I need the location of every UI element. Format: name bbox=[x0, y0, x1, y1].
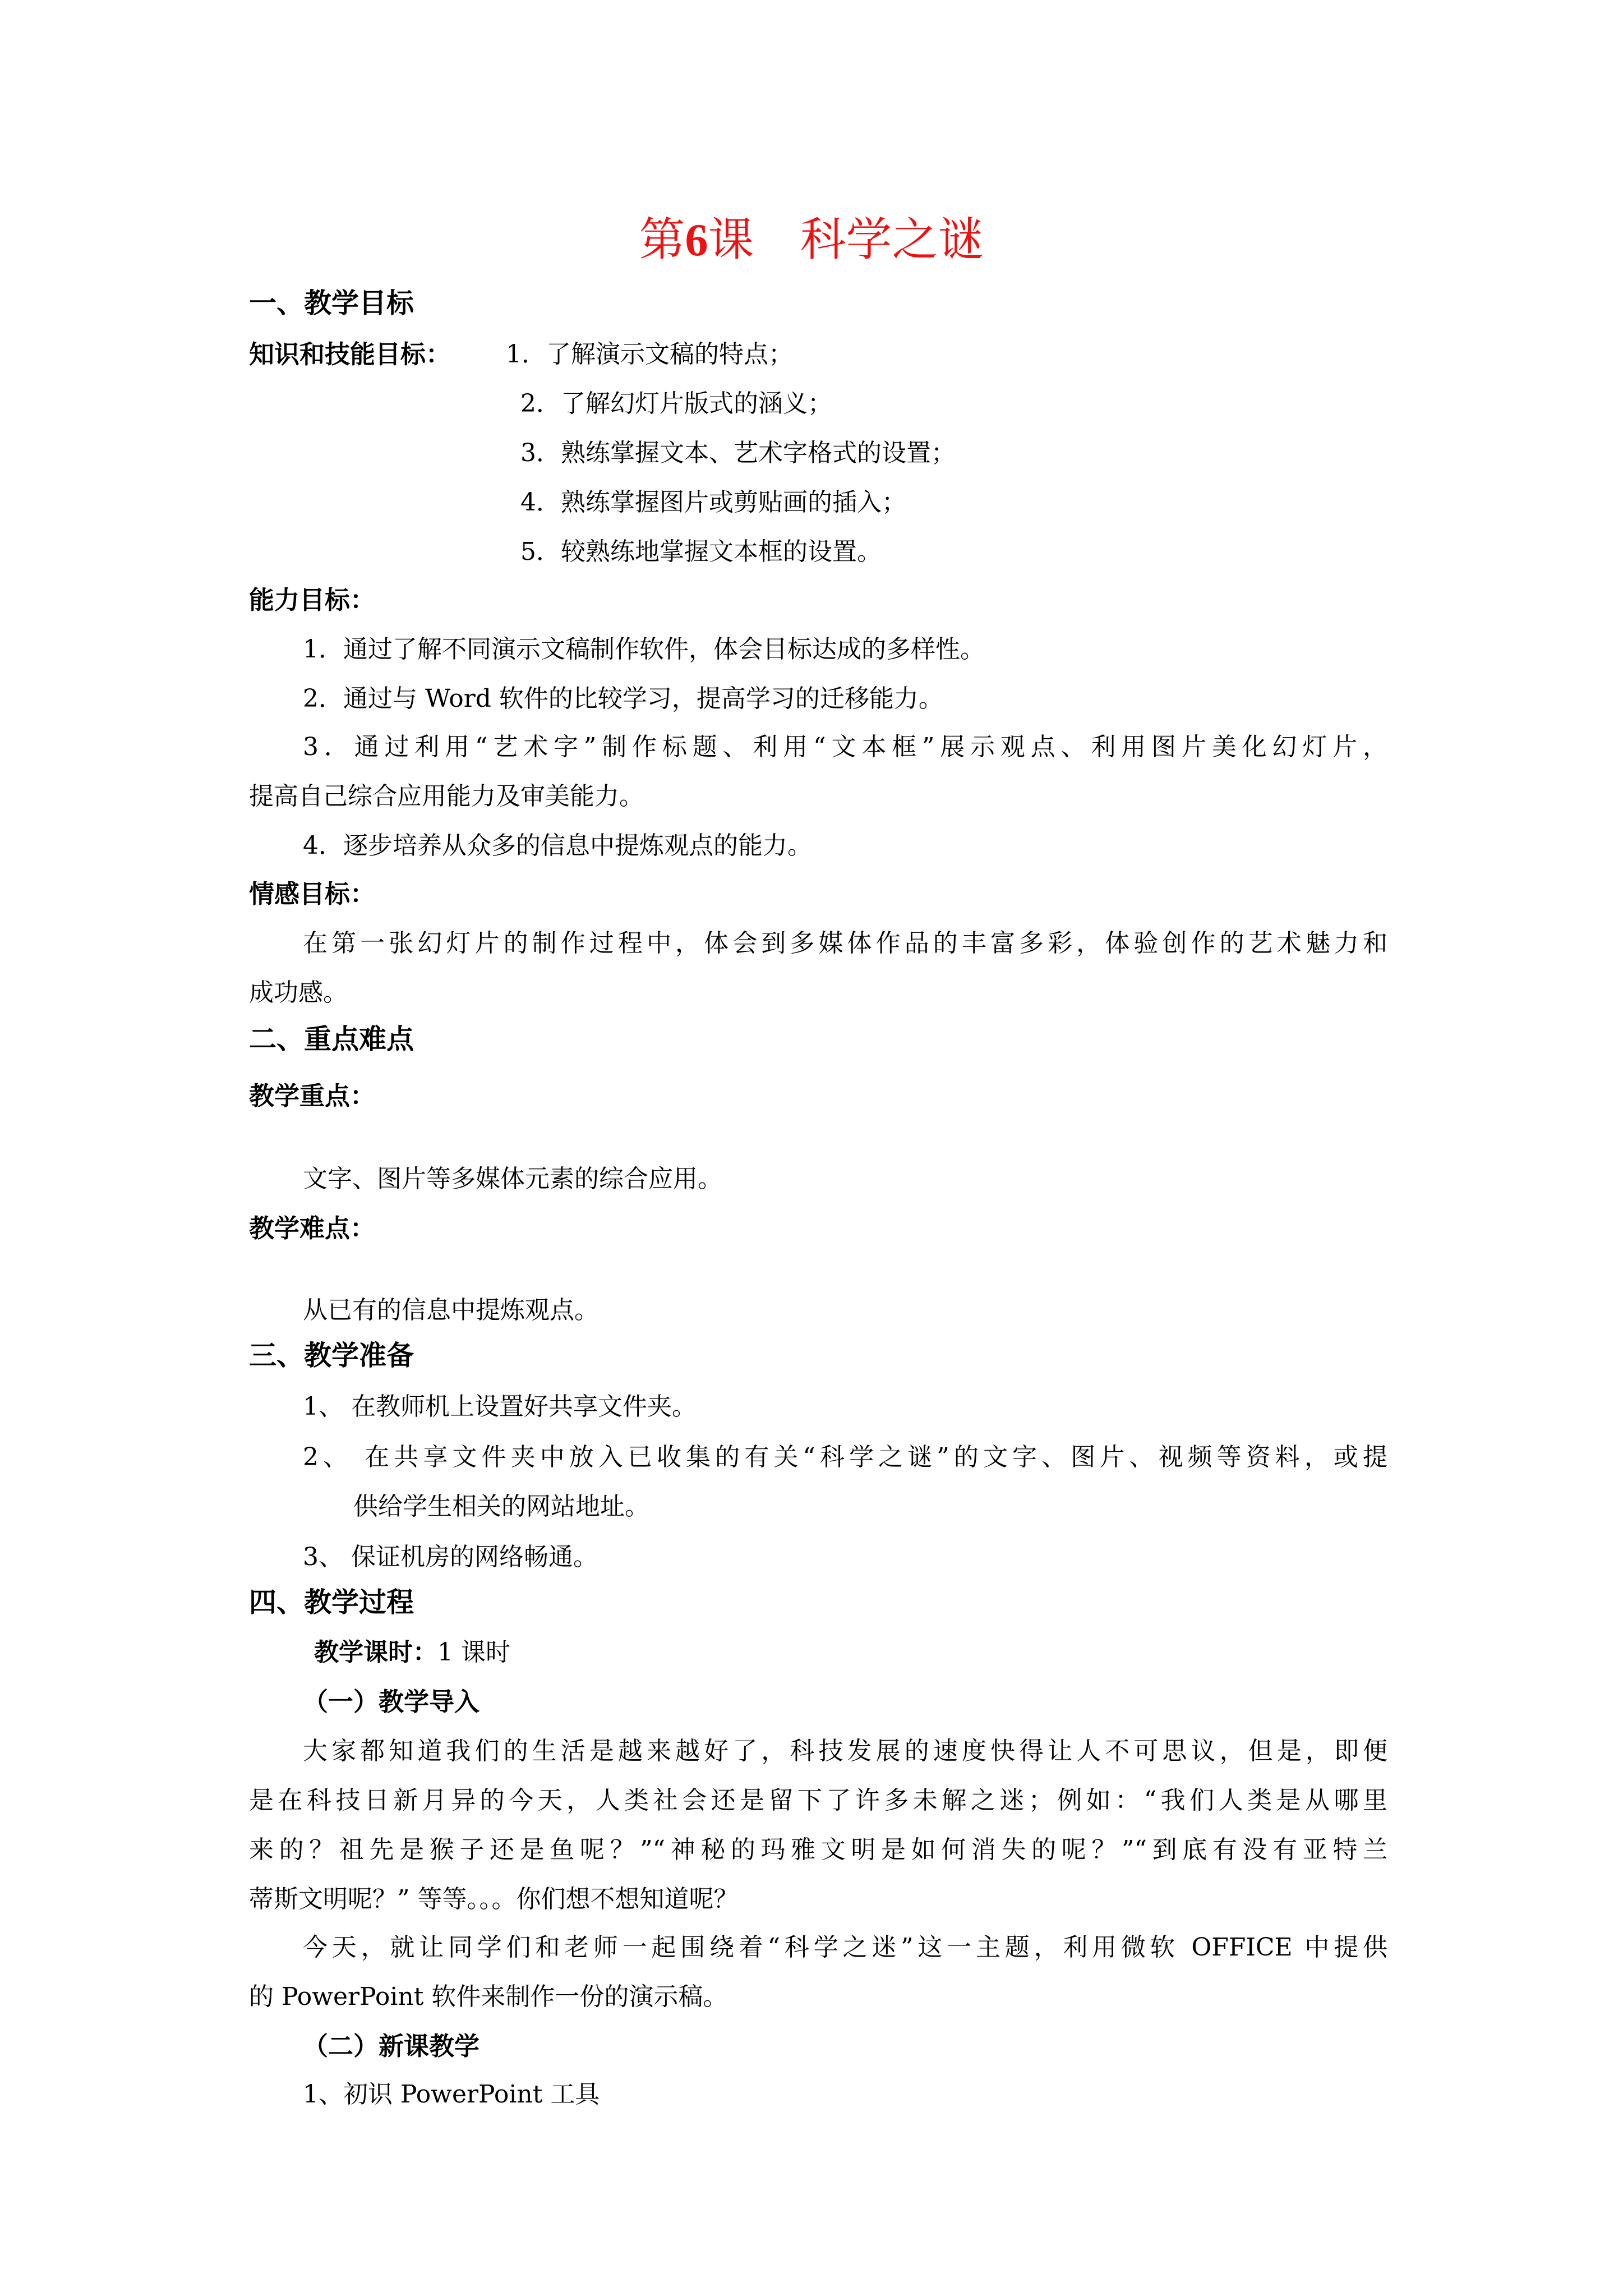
preparation-item-1: 1、 在教师机上设置好共享文件夹。 bbox=[303, 1392, 697, 1421]
ability-item-1: 1．通过了解不同演示文稿制作软件，体会目标达成的多样性。 bbox=[303, 635, 985, 664]
teaching-difficulty-text: 从已有的信息中提炼观点。 bbox=[303, 1296, 599, 1324]
intro-paragraph-2-line-2: 的 PowerPoint 软件来制作一份的演示稿。 bbox=[249, 1982, 728, 2011]
knowledge-item-3: 3．熟练掌握文本、艺术字格式的设置； bbox=[520, 439, 956, 467]
emotion-text-line-2: 成功感。 bbox=[249, 978, 348, 1007]
title-suffix: 课 科学之谜 bbox=[708, 213, 984, 266]
ability-item-3-line-2: 提高自己综合应用能力及审美能力。 bbox=[249, 782, 644, 811]
intro-paragraph-1-line-3: 来的？祖先是猴子还是鱼呢？”“神秘的玛雅文明是如何消失的呢？”“到底有没有亚特兰 bbox=[249, 1835, 1387, 1864]
knowledge-item-5: 5．较熟练地掌握文本框的设置。 bbox=[520, 537, 882, 566]
teaching-difficulty-label: 教学难点： bbox=[249, 1213, 376, 1243]
emotion-objectives-label: 情感目标： bbox=[249, 879, 376, 909]
preparation-item-2-line-2: 供给学生相关的网站地址。 bbox=[353, 1492, 649, 1521]
teaching-focus-text: 文字、图片等多媒体元素的综合应用。 bbox=[303, 1165, 722, 1193]
knowledge-objectives-label: 知识和技能目标： bbox=[249, 339, 451, 369]
emotion-text-line-1: 在第一张幻灯片的制作过程中，体会到多媒体作品的丰富多彩，体验创作的艺术魅力和 bbox=[303, 929, 1387, 958]
teaching-period-value: 1 课时 bbox=[437, 1638, 510, 1667]
section-heading-process: 四、教学过程 bbox=[249, 1586, 414, 1618]
intro-paragraph-1-line-2: 是在科技日新月异的今天，人类社会还是留下了许多未解之迷；例如：“我们人类是从哪里 bbox=[249, 1786, 1387, 1815]
teaching-focus-label: 教学重点： bbox=[249, 1081, 376, 1111]
knowledge-item-1: 1．了解演示文稿的特点； bbox=[506, 340, 793, 369]
page-title bbox=[0, 212, 1623, 268]
preparation-item-2-line-1: 2、 在共享文件夹中放入已收集的有关“科学之谜”的文字、图片、视频等资料，或提 bbox=[303, 1443, 1387, 1471]
teaching-period-label: 教学课时： bbox=[314, 1638, 437, 1667]
title-number: 6 bbox=[685, 214, 708, 265]
intro-subheading: （一）教学导入 bbox=[303, 1687, 480, 1717]
preparation-item-3: 3、 保证机房的网络畅通。 bbox=[303, 1543, 598, 1571]
intro-paragraph-1-line-1: 大家都知道我们的生活是越来越好了，科技发展的速度快得让人不可思议，但是，即便 bbox=[303, 1737, 1387, 1765]
intro-paragraph-2-line-1: 今天，就让同学们和老师一起围绕着“科学之迷”这一主题，利用微软 OFFICE 中提供 bbox=[303, 1933, 1387, 1962]
section-heading-objectives: 一、教学目标 bbox=[249, 287, 414, 319]
intro-paragraph-1-line-4: 蒂斯文明呢？” 等等。。。你们想不想知道呢？ bbox=[249, 1885, 739, 1913]
knowledge-item-2: 2．了解幻灯片版式的涵义； bbox=[520, 389, 832, 418]
ability-item-3-line-1: 3．通过利用“艺术字”制作标题、利用“文本框”展示观点、利用图片美化幻灯片， bbox=[303, 733, 1387, 761]
section-heading-key-points: 二、重点难点 bbox=[249, 1023, 414, 1055]
section-heading-preparation: 三、教学准备 bbox=[249, 1340, 414, 1372]
ability-item-4: 4．逐步培养从众多的信息中提炼观点的能力。 bbox=[303, 831, 812, 860]
new-lesson-item-1: 1、初识 PowerPoint 工具 bbox=[303, 2080, 600, 2109]
teaching-period bbox=[314, 1636, 510, 1669]
ability-item-2: 2．通过与 Word 软件的比较学习，提高学习的迁移能力。 bbox=[303, 684, 943, 713]
title-prefix: 第 bbox=[639, 213, 685, 266]
new-lesson-subheading: （二）新课教学 bbox=[303, 2031, 480, 2061]
ability-objectives-label: 能力目标： bbox=[249, 585, 376, 615]
knowledge-item-4: 4．熟练掌握图片或剪贴画的插入； bbox=[520, 488, 906, 517]
